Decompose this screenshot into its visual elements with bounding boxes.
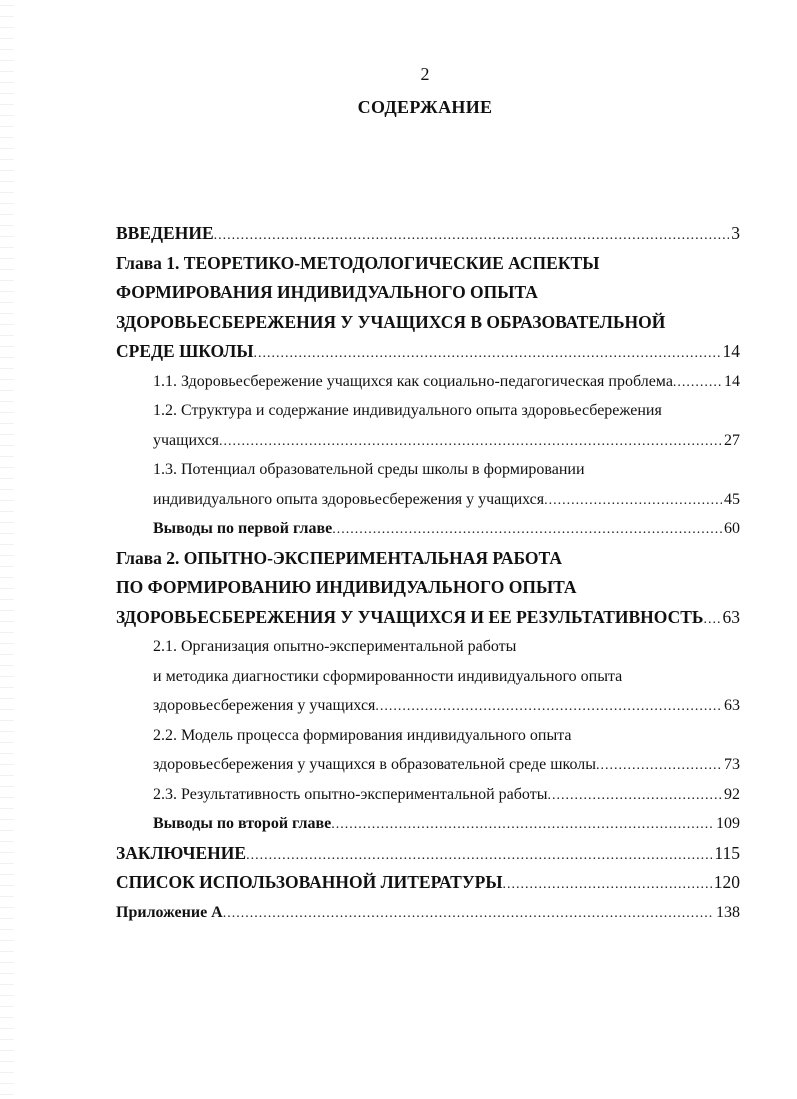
- toc-entry: [116, 249, 740, 279]
- toc-entry-text: СРЕДЕ ШКОЛЫ: [116, 341, 254, 361]
- dot-leader: [544, 486, 722, 515]
- dot-leader: [223, 899, 714, 928]
- toc-entry: [116, 455, 740, 485]
- toc-entry: [116, 603, 740, 633]
- toc-entry: [116, 868, 740, 898]
- toc-entry: [116, 750, 740, 780]
- toc-entry: [116, 898, 740, 928]
- table-of-contents: [116, 219, 740, 927]
- toc-entry-text: и методика диагностики сформированности индивидуального опыта: [153, 667, 623, 685]
- scan-edge-artifact: [0, 0, 14, 1099]
- toc-entry-text: СПИСОК ИСПОЛЬЗОВАННОЙ ЛИТЕРАТУРЫ: [116, 872, 503, 892]
- toc-entry: [116, 780, 740, 810]
- toc-entry-text: 2.3. Результативность опытно-экспериментальной работы: [153, 785, 548, 803]
- dot-leader: [673, 368, 722, 397]
- dot-leader: [503, 870, 712, 898]
- toc-page-number: 109: [716, 815, 740, 832]
- dot-leader: [703, 605, 720, 633]
- toc-entry: [116, 573, 740, 603]
- toc-page-number: 63: [724, 697, 740, 714]
- dot-leader: [246, 841, 712, 869]
- toc-entry: [116, 219, 740, 249]
- dot-leader: [254, 339, 721, 367]
- toc-page-number: 14: [724, 372, 740, 390]
- toc-title: СОДЕРЖАНИЕ: [357, 97, 493, 117]
- toc-entry: [116, 308, 740, 338]
- toc-entry: [116, 426, 740, 456]
- toc-entry-text: ПО ФОРМИРОВАНИЮ ИНДИВИДУАЛЬНОГО ОПЫТА: [116, 577, 577, 597]
- toc-entry-text: ЗДОРОВЬЕСБЕРЕЖЕНИЯ У УЧАЩИХСЯ И ЕЕ РЕЗУЛЬТАТИВНОСТЬ: [116, 606, 704, 627]
- toc-entry: [116, 839, 740, 869]
- toc-entry: [116, 367, 740, 397]
- toc-entry: [116, 396, 740, 426]
- dot-leader: [331, 810, 714, 839]
- toc-entry: [116, 662, 740, 692]
- toc-entry-text: 2.2. Модель процесса формирования индивидуального опыта: [153, 726, 572, 744]
- dot-leader: [547, 781, 722, 810]
- toc-entry: [116, 278, 740, 308]
- toc-entry: [116, 721, 740, 751]
- toc-page-number: 73: [724, 756, 740, 773]
- toc-entry-text: 2.1. Организация опытно-экспериментальной работы: [153, 638, 517, 655]
- dot-leader: [596, 751, 722, 780]
- toc-entry-text: Приложение А: [116, 903, 223, 921]
- toc-entry-text: учащихся: [153, 431, 220, 449]
- toc-entry-text: Глава 2. ОПЫТНО-ЭКСПЕРИМЕНТАЛЬНАЯ РАБОТА: [116, 547, 562, 568]
- toc-entry: [116, 485, 740, 515]
- toc-page-number: 115: [714, 842, 740, 863]
- toc-entry-text: 1.3. Потенциал образовательной среды школы в формировании: [153, 461, 585, 478]
- toc-entry-text: индивидуального опыта здоровьесбережения у учащихся: [153, 490, 545, 508]
- toc-page-number: 63: [722, 606, 740, 627]
- toc-page-number: 60: [724, 520, 740, 537]
- toc-entry: [116, 514, 740, 544]
- toc-entry-text: здоровьесбережения у учащихся в образовательной среде школы: [153, 756, 597, 773]
- toc-entry-text: ФОРМИРОВАНИЯ ИНДИВИДУАЛЬНОГО ОПЫТА: [116, 282, 538, 302]
- toc-page-number: 45: [724, 490, 740, 508]
- dot-leader: [332, 515, 722, 544]
- page-number: 2: [420, 64, 430, 84]
- toc-entry: [116, 691, 740, 721]
- toc-page-number: 14: [722, 341, 740, 361]
- toc-entry-text: ЗДОРОВЬЕСБЕРЕЖЕНИЯ У УЧАЩИХСЯ В ОБРАЗОВАТЕЛЬНОЙ: [116, 311, 666, 332]
- toc-page-number: 92: [724, 785, 740, 803]
- toc-page-number: 138: [716, 903, 740, 921]
- dot-leader: [214, 221, 730, 249]
- toc-entry-text: Выводы по первой главе: [153, 520, 333, 537]
- toc-entry-text: ВВЕДЕНИЕ: [116, 223, 214, 243]
- toc-entry-text: здоровьесбережения у учащихся: [153, 697, 376, 714]
- toc-entry-text: 1.1. Здоровьесбережение учащихся как социально-педагогическая проблема: [153, 372, 673, 390]
- dot-leader: [219, 427, 722, 456]
- toc-entry: [116, 632, 740, 662]
- toc-page-number: 3: [731, 223, 740, 243]
- toc-entry: [116, 809, 740, 839]
- toc-page-number: 27: [724, 431, 740, 449]
- toc-entry-text: 1.2. Структура и содержание индивидуального опыта здоровьесбережения: [153, 402, 662, 419]
- toc-entry: [116, 544, 740, 574]
- toc-page-number: 120: [713, 872, 740, 892]
- toc-entry-text: Выводы по второй главе: [153, 815, 332, 832]
- dot-leader: [375, 692, 722, 721]
- toc-entry-text: ЗАКЛЮЧЕНИЕ: [116, 842, 247, 863]
- toc-entry: [116, 337, 740, 367]
- toc-entry-text: Глава 1. ТЕОРЕТИКО-МЕТОДОЛОГИЧЕСКИЕ АСПЕКТЫ: [116, 252, 600, 273]
